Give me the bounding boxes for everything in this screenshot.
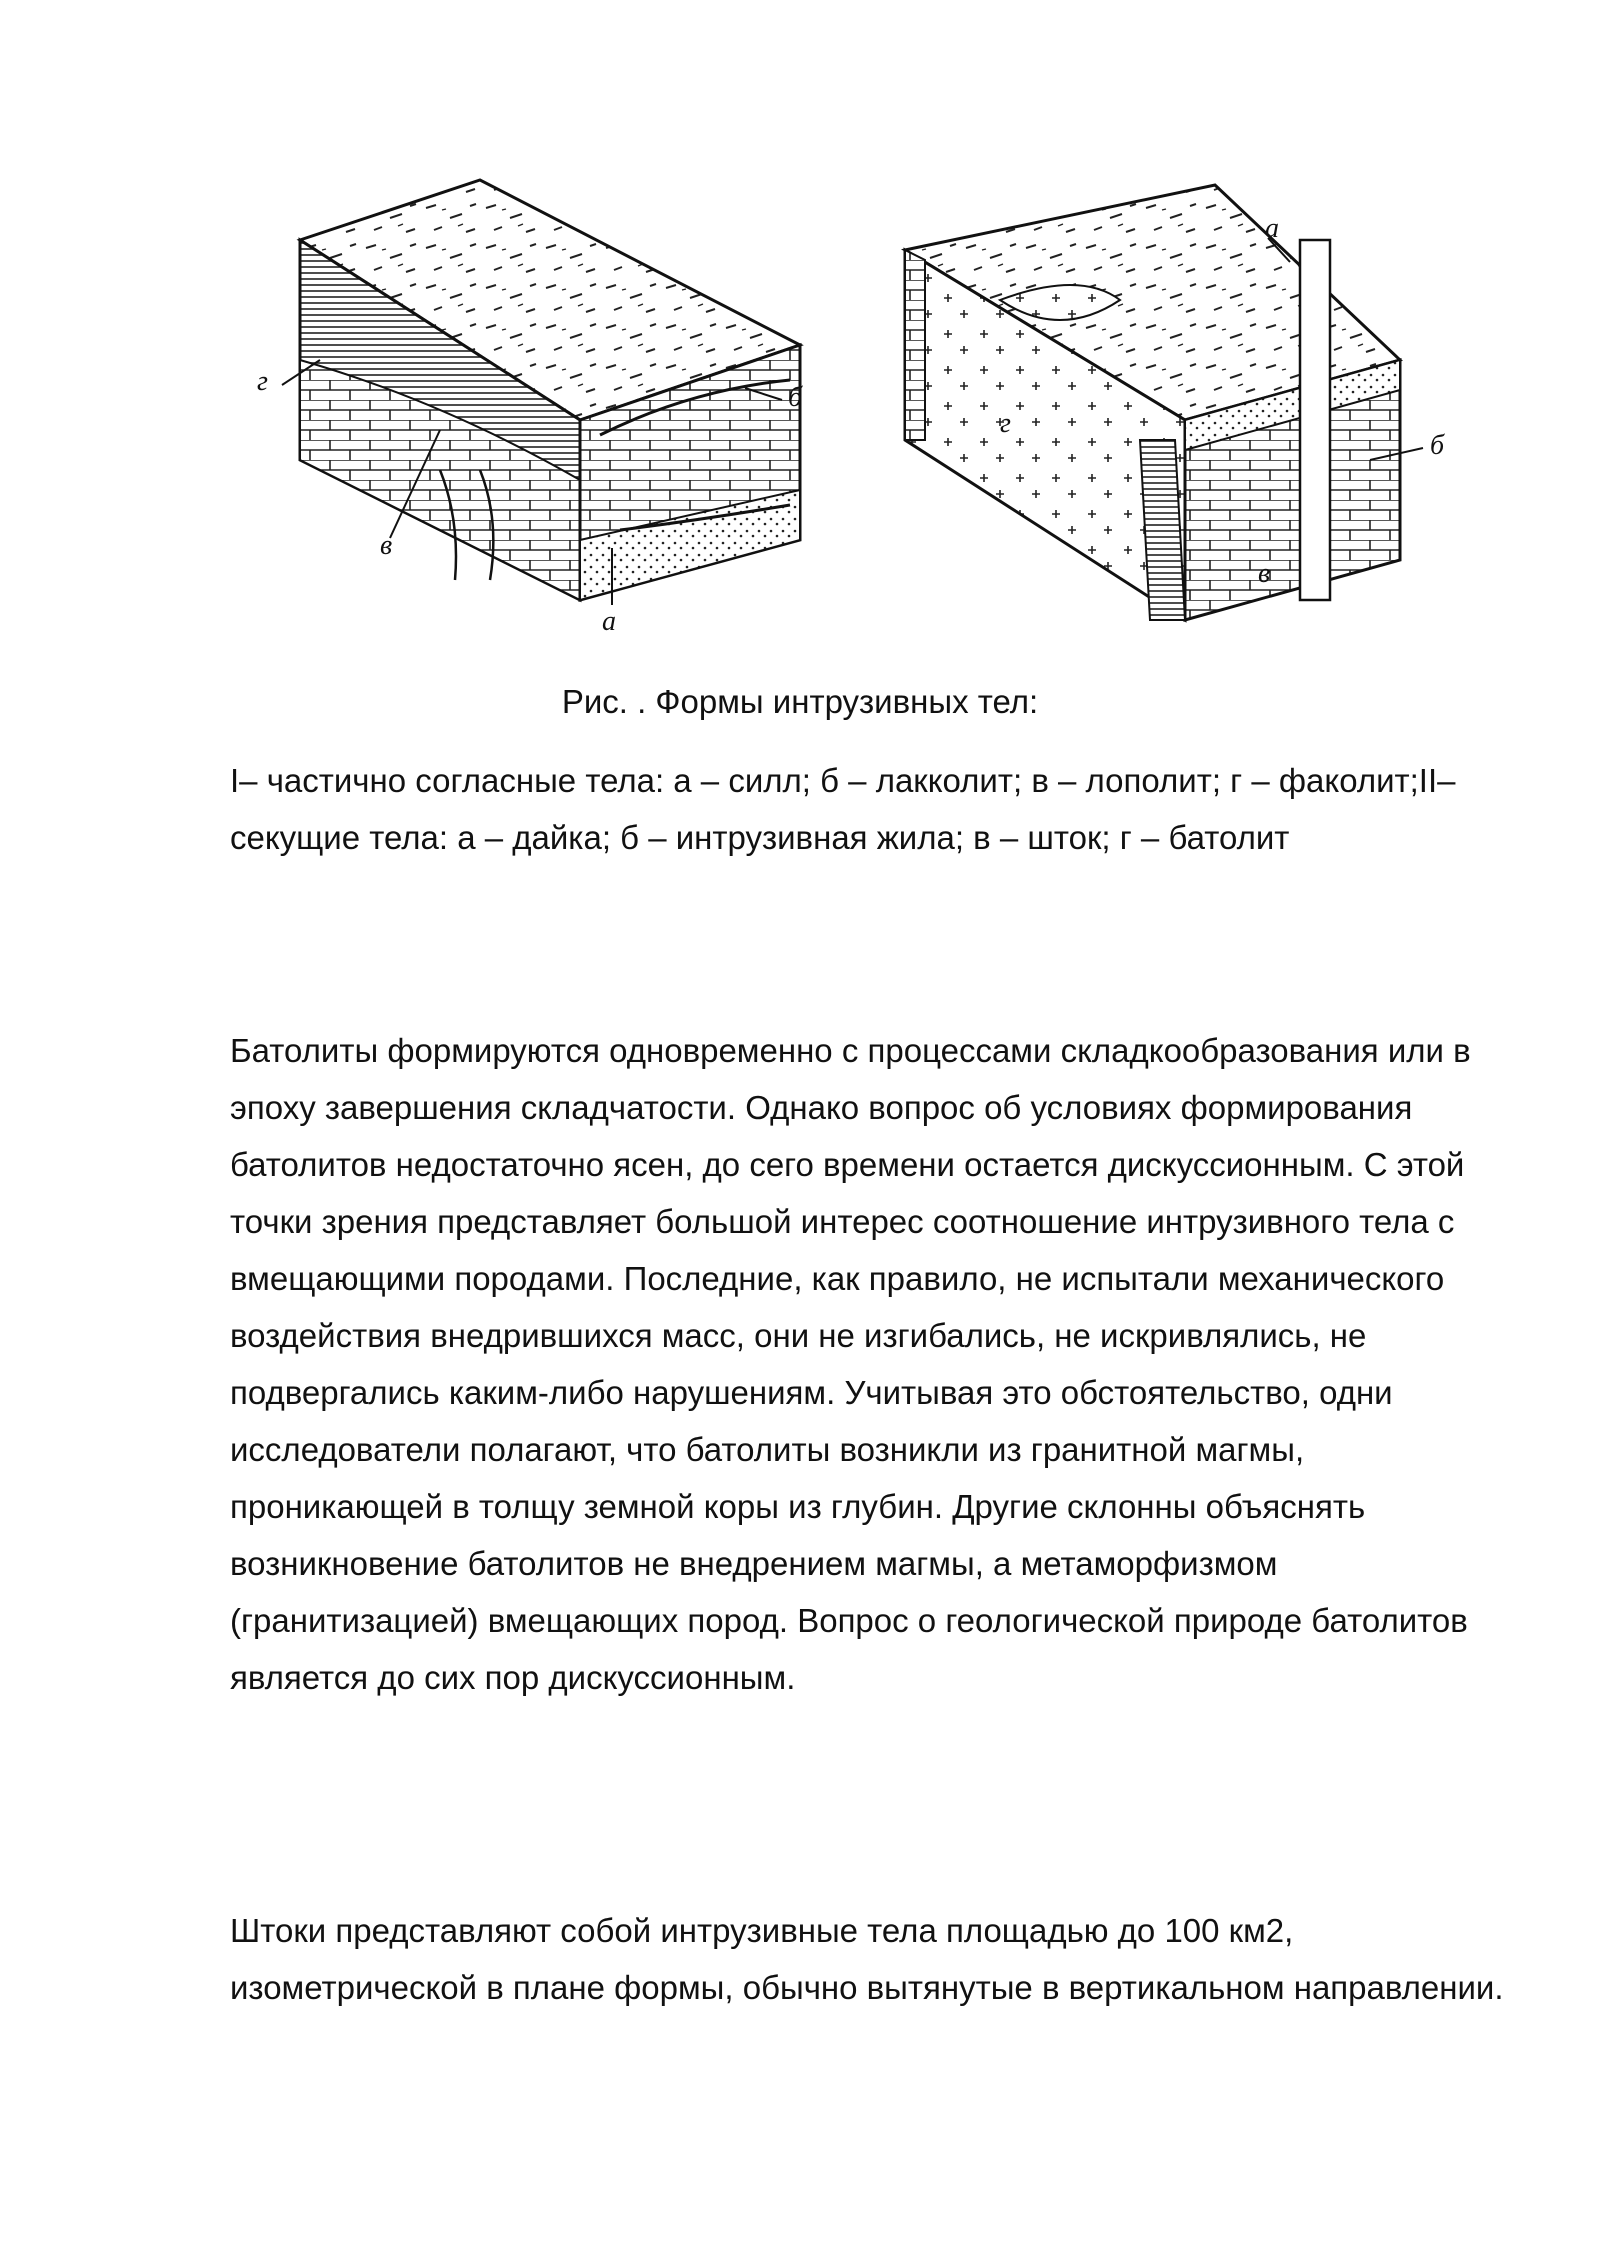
intrusive-bodies-figure [0,0,1600,660]
right-block-diagram [905,185,1400,620]
left-label-v: в [380,530,393,561]
right-label-g: г [1000,408,1011,439]
paragraph-batholiths: Батолиты формируются одновременно с процессами складкообразования или в эпоху завершения складчатости. Однако вопрос об условиях формирования батолитов недостаточно ясен, до сего времени остается дискуссионным. С этой точки зрения представляет большой интерес соотношение интрузивного тела с вмещающими породами. Последние, как правило, не испытали механического воздействия внедрившихся масс, они не изгибались, не искривлялись, не подвергались каким-либо нарушениям. Учитывая это обстоятельство, одни исследователи полагают, что батолиты возникли из гранитной магмы, проникающей в толщу земной коры из глубин. Другие склонны объяснять возникновение батолитов не внедрением магмы, а метаморфизмом (гранитизацией) вмещающих пород. Вопрос о геологической природе батолитов является до сих пор дискуссионным. [230,1032,1471,1696]
left-label-a: а [602,606,616,637]
right-label-v: в [1258,558,1271,589]
left-label-g: г [257,366,268,397]
figure-caption-title: Рис. . Формы интрузивных тел: [561,683,1039,720]
figure-caption-text: I– частично согласные тела: а – силл; б – лакколит; в – лополит; г – факолит;II– секущие тела: а – дайка; б – интрузивная жила; в – шток; г – батолит [230,762,1456,856]
right-label-b: б [1430,430,1445,461]
paragraph-stocks: Штоки представляют собой интрузивные тела площадью до 100 км2, изометрической в плане формы, обычно вытянутые в вертикальном направлении. [230,1912,1504,2006]
right-label-a: а [1265,213,1279,244]
left-label-b: б [788,382,803,413]
left-block-diagram [300,180,803,600]
block-diagrams-illustration [0,0,1600,660]
